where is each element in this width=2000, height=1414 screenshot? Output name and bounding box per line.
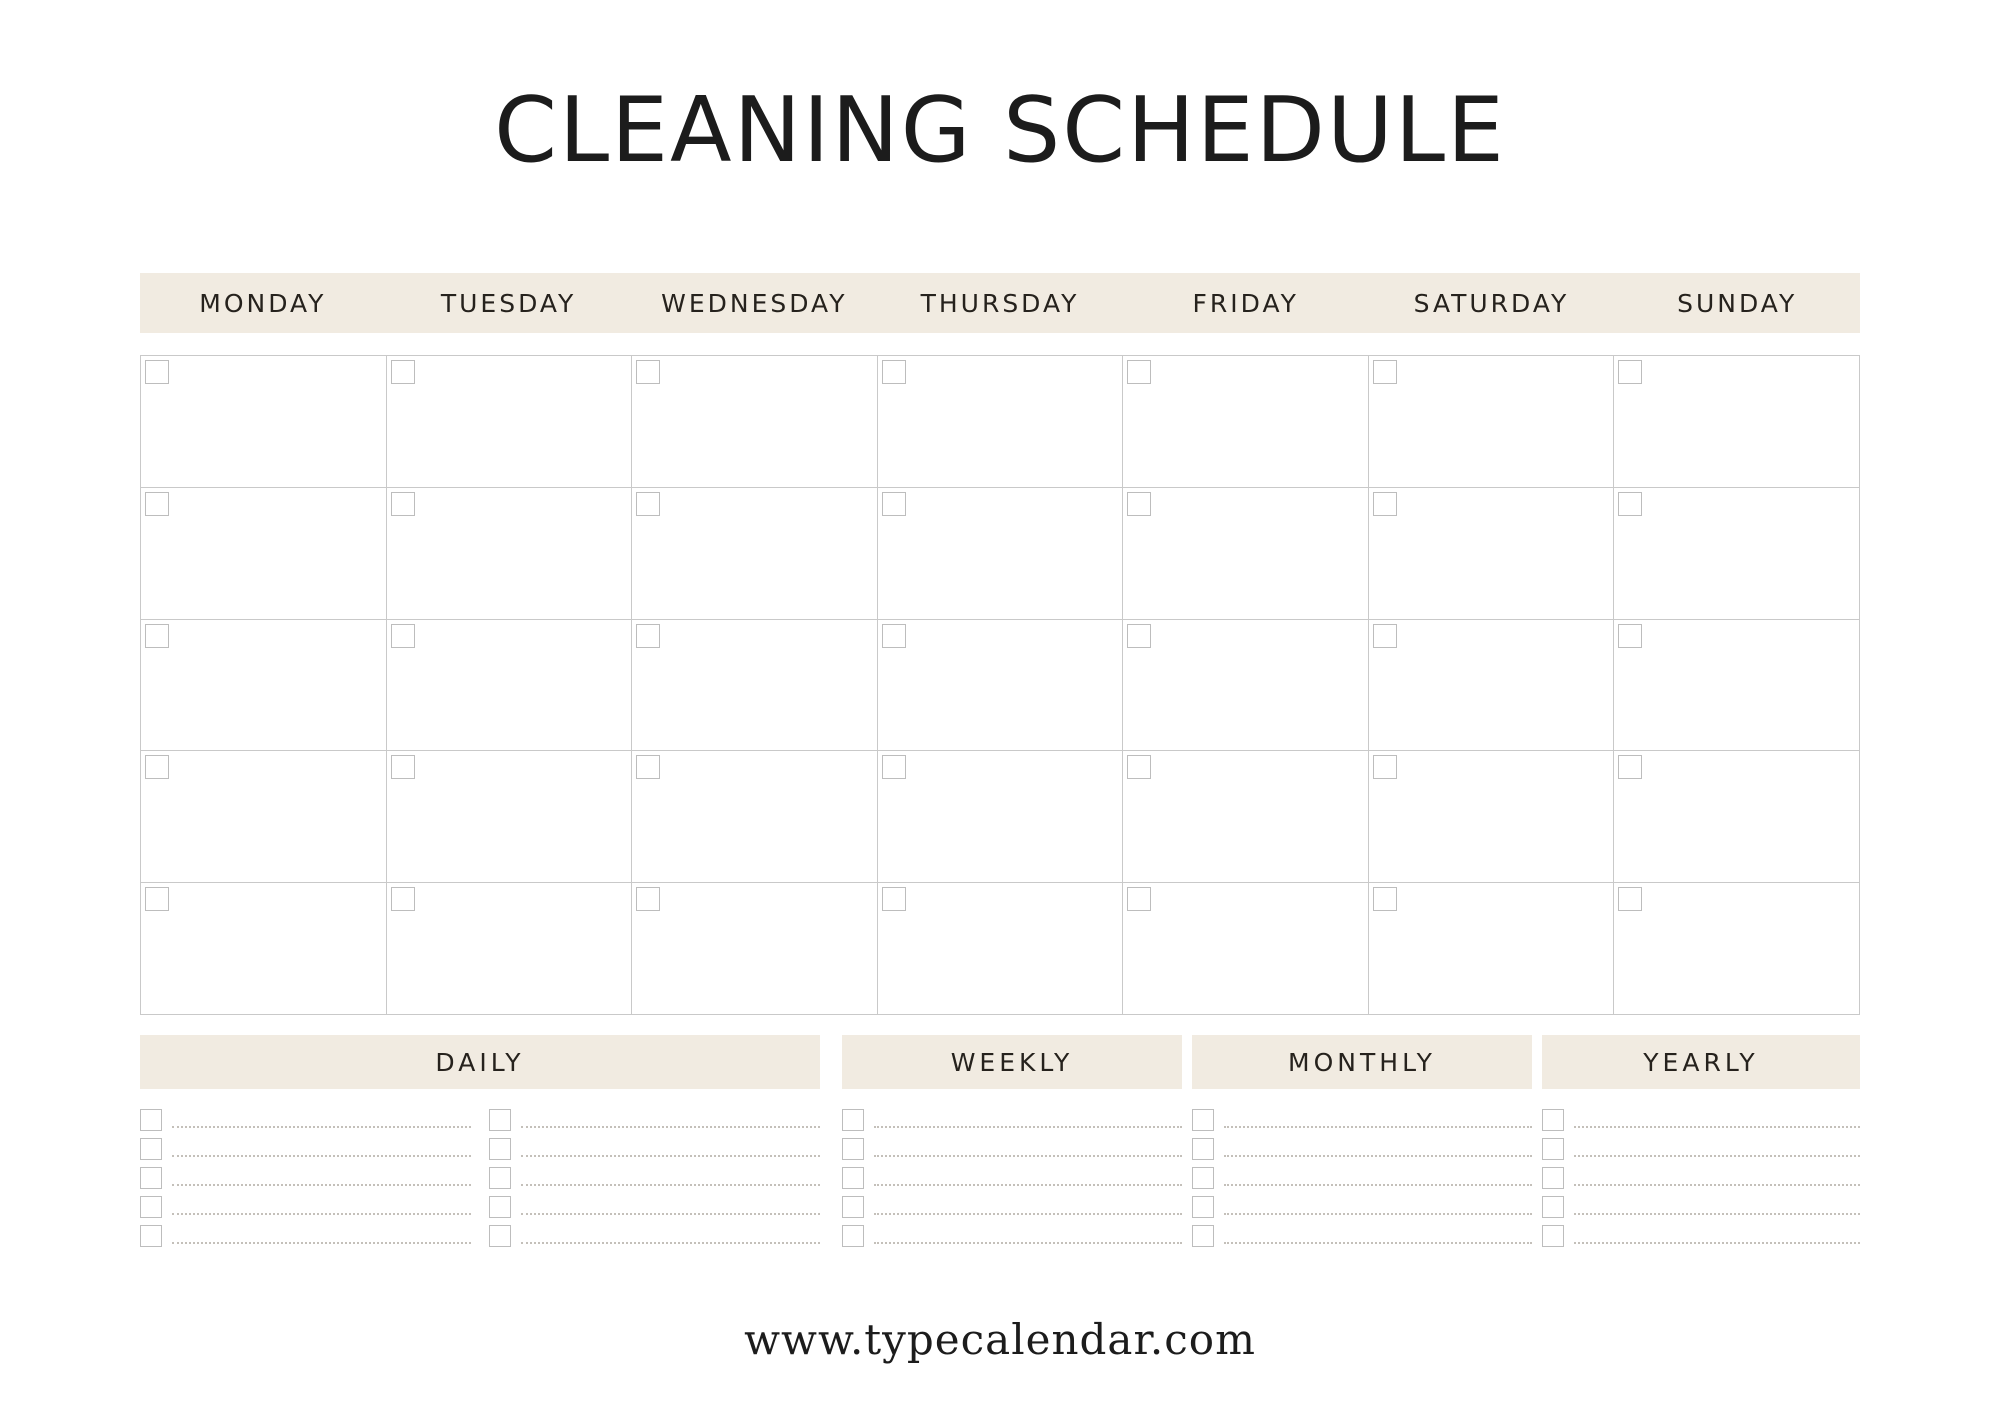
task-line[interactable] <box>140 1163 471 1192</box>
checkbox-icon[interactable] <box>489 1196 511 1218</box>
task-line[interactable] <box>842 1221 1182 1250</box>
task-column <box>140 1105 471 1250</box>
checkbox-icon[interactable] <box>1192 1138 1214 1160</box>
date-box[interactable] <box>1618 492 1642 516</box>
calendar-cell[interactable] <box>387 883 633 1015</box>
checkbox-icon[interactable] <box>489 1167 511 1189</box>
date-box[interactable] <box>145 492 169 516</box>
checkbox-icon[interactable] <box>1192 1196 1214 1218</box>
date-box[interactable] <box>636 624 660 648</box>
task-line[interactable] <box>489 1163 820 1192</box>
section-yearly <box>1542 1035 1860 1285</box>
calendar-cell[interactable] <box>141 751 387 883</box>
task-line[interactable] <box>842 1163 1182 1192</box>
task-sections <box>140 1035 1860 1285</box>
date-box[interactable] <box>1373 624 1397 648</box>
calendar-cell[interactable] <box>1614 488 1860 620</box>
calendar-cell[interactable] <box>1123 883 1369 1015</box>
date-box[interactable] <box>1618 360 1642 384</box>
section-weekly-title: WEEKLY <box>842 1035 1182 1089</box>
calendar-cell[interactable] <box>141 620 387 752</box>
date-box[interactable] <box>1373 755 1397 779</box>
calendar-cell[interactable] <box>632 883 878 1015</box>
task-write-line[interactable] <box>1224 1111 1532 1128</box>
calendar-cell[interactable] <box>632 356 878 488</box>
task-write-line[interactable] <box>521 1169 820 1186</box>
calendar-cell[interactable] <box>878 883 1124 1015</box>
weekday-tuesday: TUESDAY <box>440 288 577 318</box>
task-line[interactable] <box>489 1134 820 1163</box>
date-box[interactable] <box>1127 755 1151 779</box>
task-write-line[interactable] <box>1224 1169 1532 1186</box>
checkbox-icon[interactable] <box>842 1138 864 1160</box>
calendar-cell[interactable] <box>632 620 878 752</box>
calendar-cell[interactable] <box>387 356 633 488</box>
task-line[interactable] <box>489 1192 820 1221</box>
task-line[interactable] <box>1192 1163 1532 1192</box>
calendar-cell[interactable] <box>141 488 387 620</box>
date-box[interactable] <box>882 624 906 648</box>
page-title: CLEANING SCHEDULE <box>494 78 1506 183</box>
task-write-line[interactable] <box>172 1169 471 1186</box>
section-weekly <box>842 1035 1182 1285</box>
weekday-wednesday: WEDNESDAY <box>661 288 848 318</box>
checkbox-icon[interactable] <box>1542 1167 1564 1189</box>
task-write-line[interactable] <box>1224 1227 1532 1244</box>
task-write-line[interactable] <box>874 1111 1182 1128</box>
task-line[interactable] <box>1192 1221 1532 1250</box>
calendar-cell[interactable] <box>141 883 387 1015</box>
task-write-line[interactable] <box>874 1227 1182 1244</box>
task-write-line[interactable] <box>1224 1140 1532 1157</box>
date-box[interactable] <box>391 755 415 779</box>
task-line[interactable] <box>1542 1221 1860 1250</box>
task-write-line[interactable] <box>1574 1198 1860 1215</box>
date-box[interactable] <box>391 360 415 384</box>
date-box[interactable] <box>882 492 906 516</box>
date-box[interactable] <box>391 624 415 648</box>
task-line[interactable] <box>1542 1134 1860 1163</box>
date-box[interactable] <box>882 755 906 779</box>
section-weekly-body <box>842 1105 1182 1250</box>
weekday-thursday: THURSDAY <box>920 288 1080 318</box>
task-write-line[interactable] <box>874 1198 1182 1215</box>
task-line[interactable] <box>489 1105 820 1134</box>
date-box[interactable] <box>145 755 169 779</box>
task-line[interactable] <box>842 1192 1182 1221</box>
section-daily-title: DAILY <box>140 1035 820 1089</box>
calendar-cell[interactable] <box>878 620 1124 752</box>
calendar-cell[interactable] <box>1614 751 1860 883</box>
task-column <box>1192 1105 1532 1250</box>
date-box[interactable] <box>1373 887 1397 911</box>
date-box[interactable] <box>636 360 660 384</box>
date-box[interactable] <box>1618 755 1642 779</box>
checkbox-icon[interactable] <box>140 1196 162 1218</box>
task-line[interactable] <box>842 1105 1182 1134</box>
checkbox-icon[interactable] <box>1192 1109 1214 1131</box>
checkbox-icon[interactable] <box>140 1138 162 1160</box>
calendar-cell[interactable] <box>1614 620 1860 752</box>
calendar-cell[interactable] <box>1369 751 1615 883</box>
task-write-line[interactable] <box>521 1140 820 1157</box>
task-line[interactable] <box>1542 1163 1860 1192</box>
checkbox-icon[interactable] <box>140 1225 162 1247</box>
section-monthly-title: MONTHLY <box>1192 1035 1532 1089</box>
task-write-line[interactable] <box>521 1198 820 1215</box>
task-write-line[interactable] <box>172 1111 471 1128</box>
calendar-cell[interactable] <box>1369 488 1615 620</box>
weekday-header-row <box>140 273 1860 333</box>
calendar-cell[interactable] <box>878 488 1124 620</box>
task-line[interactable] <box>489 1221 820 1250</box>
checkbox-icon[interactable] <box>1542 1138 1564 1160</box>
checkbox-icon[interactable] <box>1542 1109 1564 1131</box>
calendar-cell[interactable] <box>632 488 878 620</box>
task-write-line[interactable] <box>1574 1111 1860 1128</box>
section-monthly-body <box>1192 1105 1532 1250</box>
task-line[interactable] <box>140 1105 471 1134</box>
task-write-line[interactable] <box>172 1227 471 1244</box>
weekday-saturday: SATURDAY <box>1413 288 1570 318</box>
date-box[interactable] <box>145 887 169 911</box>
task-line[interactable] <box>140 1221 471 1250</box>
date-box[interactable] <box>145 624 169 648</box>
checkbox-icon[interactable] <box>140 1109 162 1131</box>
weekday-monday: MONDAY <box>199 288 327 318</box>
task-write-line[interactable] <box>874 1140 1182 1157</box>
checkbox-icon[interactable] <box>1542 1225 1564 1247</box>
task-line[interactable] <box>1192 1192 1532 1221</box>
section-monthly <box>1192 1035 1532 1285</box>
task-line[interactable] <box>1192 1105 1532 1134</box>
task-line[interactable] <box>1542 1192 1860 1221</box>
footer-url: www.typecalendar.com <box>744 1315 1256 1364</box>
section-yearly-body <box>1542 1105 1860 1250</box>
calendar-cell[interactable] <box>141 356 387 488</box>
calendar-cell[interactable] <box>1614 883 1860 1015</box>
task-column <box>842 1105 1182 1250</box>
task-write-line[interactable] <box>521 1227 820 1244</box>
section-daily-body <box>140 1105 820 1250</box>
date-box[interactable] <box>145 360 169 384</box>
date-box[interactable] <box>1618 887 1642 911</box>
calendar-cell[interactable] <box>1369 883 1615 1015</box>
checkbox-icon[interactable] <box>1542 1196 1564 1218</box>
date-box[interactable] <box>636 755 660 779</box>
calendar-cell[interactable] <box>1614 356 1860 488</box>
section-yearly-title: YEARLY <box>1542 1035 1860 1089</box>
date-box[interactable] <box>1127 624 1151 648</box>
task-line[interactable] <box>842 1134 1182 1163</box>
task-write-line[interactable] <box>1574 1169 1860 1186</box>
calendar-cell[interactable] <box>387 620 633 752</box>
task-line[interactable] <box>140 1192 471 1221</box>
calendar-cell[interactable] <box>1123 356 1369 488</box>
date-box[interactable] <box>1127 887 1151 911</box>
weekday-friday: FRIDAY <box>1192 288 1299 318</box>
calendar-cell[interactable] <box>878 751 1124 883</box>
date-box[interactable] <box>1373 360 1397 384</box>
section-daily <box>140 1035 820 1285</box>
date-box[interactable] <box>882 887 906 911</box>
calendar-grid <box>140 355 1860 1015</box>
task-write-line[interactable] <box>1574 1140 1860 1157</box>
task-write-line[interactable] <box>1224 1198 1532 1215</box>
checkbox-icon[interactable] <box>842 1225 864 1247</box>
task-write-line[interactable] <box>874 1169 1182 1186</box>
calendar-cell[interactable] <box>387 751 633 883</box>
task-line[interactable] <box>1192 1134 1532 1163</box>
date-box[interactable] <box>1618 624 1642 648</box>
task-write-line[interactable] <box>521 1111 820 1128</box>
date-box[interactable] <box>636 887 660 911</box>
date-box[interactable] <box>636 492 660 516</box>
task-write-line[interactable] <box>172 1140 471 1157</box>
calendar-cell[interactable] <box>1369 620 1615 752</box>
date-box[interactable] <box>882 360 906 384</box>
date-box[interactable] <box>1127 492 1151 516</box>
date-box[interactable] <box>1127 360 1151 384</box>
task-line[interactable] <box>1542 1105 1860 1134</box>
checkbox-icon[interactable] <box>842 1167 864 1189</box>
calendar-cell[interactable] <box>1123 488 1369 620</box>
date-box[interactable] <box>391 887 415 911</box>
calendar-cell[interactable] <box>387 488 633 620</box>
calendar-cell[interactable] <box>1123 751 1369 883</box>
checkbox-icon[interactable] <box>842 1109 864 1131</box>
weekday-sunday: SUNDAY <box>1677 288 1798 318</box>
task-column <box>1542 1105 1860 1250</box>
calendar-cell[interactable] <box>1369 356 1615 488</box>
calendar-cell[interactable] <box>1123 620 1369 752</box>
checkbox-icon[interactable] <box>489 1225 511 1247</box>
checkbox-icon[interactable] <box>489 1109 511 1131</box>
date-box[interactable] <box>391 492 415 516</box>
task-line[interactable] <box>140 1134 471 1163</box>
checkbox-icon[interactable] <box>1192 1225 1214 1247</box>
checkbox-icon[interactable] <box>489 1138 511 1160</box>
checkbox-icon[interactable] <box>842 1196 864 1218</box>
task-write-line[interactable] <box>1574 1227 1860 1244</box>
task-column <box>489 1105 820 1250</box>
date-box[interactable] <box>1373 492 1397 516</box>
task-write-line[interactable] <box>172 1198 471 1215</box>
calendar-cell[interactable] <box>878 356 1124 488</box>
checkbox-icon[interactable] <box>140 1167 162 1189</box>
calendar-cell[interactable] <box>632 751 878 883</box>
checkbox-icon[interactable] <box>1192 1167 1214 1189</box>
